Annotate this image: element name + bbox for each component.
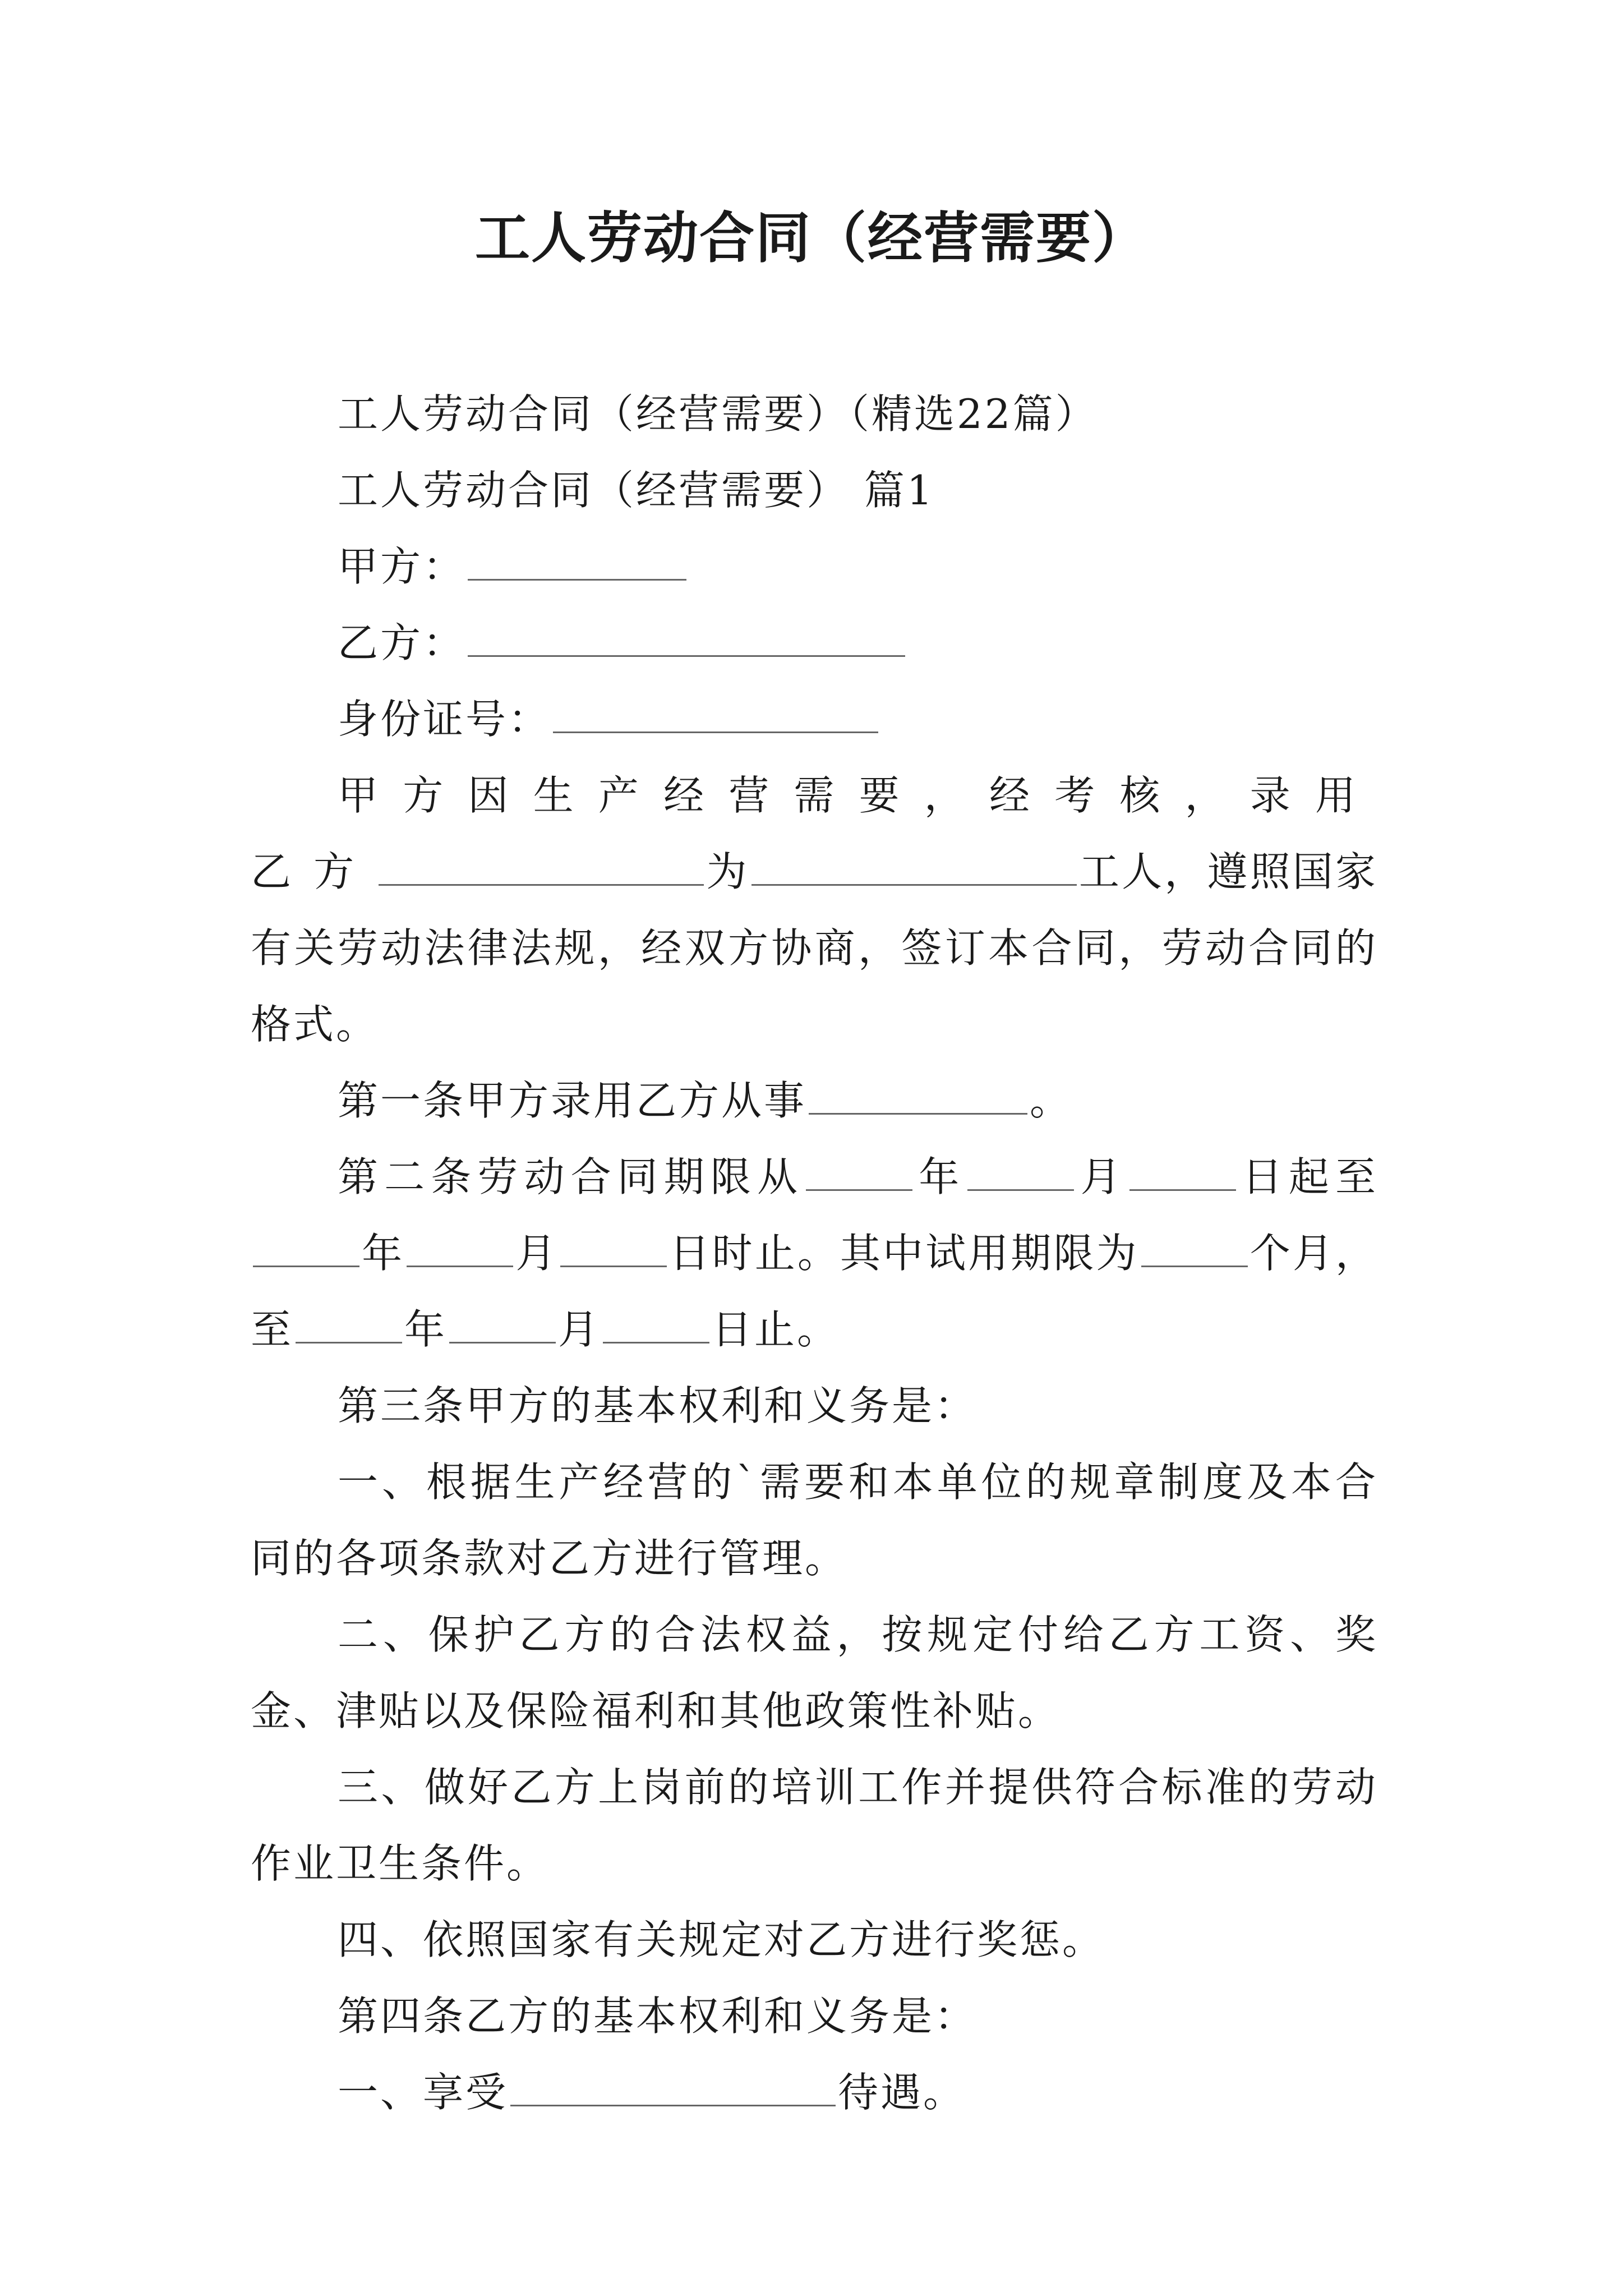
months-label: 个月，至 [251, 1230, 1378, 1353]
party-b-line [251, 605, 1378, 681]
article-4-item-1 [251, 2054, 1378, 2131]
article-3-item-4: 四、依照国家有关规定对乙方进行奖惩。 [338, 1916, 1105, 1963]
article-2 [251, 1139, 1378, 1368]
party-a-blank [468, 544, 686, 581]
id-number-label: 身份证号： [338, 696, 551, 743]
intro-blank-name [379, 849, 704, 886]
probation-day-blank [603, 1307, 709, 1343]
party-a-line [251, 528, 1378, 605]
subtitle: 工人劳动合同（经营需要）（精选22篇） [338, 390, 1098, 438]
intro-end: 工人，遵照国家有关劳动法律法规，经双方协商，签订本合同，劳动合同的格式。 [251, 848, 1378, 1048]
document-body [251, 376, 1378, 2131]
article-1-blank [809, 1078, 1027, 1115]
article-3-item-2: 二、保护乙方的合法权益，按规定付给乙方工资、奖金、津贴以及保险福利和其他政策性补贴。 [251, 1611, 1378, 1734]
end-month-blank [407, 1231, 513, 1267]
id-number-line [251, 681, 1378, 757]
document-title: 工人劳动合同（经营需要） [474, 206, 1148, 270]
party-b-label: 乙方： [338, 619, 466, 666]
intro-blank-role [751, 849, 1077, 886]
article-1 [251, 1062, 1378, 1139]
article-4: 第四条乙方的基本权利和义务是： [338, 1993, 978, 2040]
start-day-blank [1129, 1154, 1236, 1191]
party-b-blank [468, 620, 905, 657]
article-1-end: 。 [1030, 1077, 1073, 1124]
intro-spread: 甲方因生产经营需要，经考核，录用乙方 [251, 772, 1378, 895]
article-4-item-1-start: 一、享受 [338, 2069, 509, 2116]
probation-month-blank [449, 1307, 556, 1343]
day-end-label: 日止。 [712, 1306, 840, 1353]
intro-mid: 为 [706, 848, 749, 895]
year-label: 年 [404, 1306, 448, 1353]
end-day-blank [560, 1231, 667, 1267]
article-1-start: 第一条甲方录用乙方从事 [338, 1077, 807, 1124]
party-a-label: 甲方： [338, 543, 466, 590]
id-number-blank [553, 697, 878, 733]
article-2-start: 第二条劳动合同期限从 [338, 1153, 804, 1200]
intro-paragraph [251, 757, 1378, 1062]
start-year-blank [806, 1154, 912, 1191]
article-3: 第三条甲方的基本权利和义务是： [338, 1382, 978, 1429]
month-label: 月 [558, 1306, 601, 1353]
article-3-item-3: 三、做好乙方上岗前的培训工作并提供符合标准的劳动作业卫生条件。 [251, 1764, 1378, 1887]
probation-months-blank [1141, 1231, 1248, 1267]
day-until-label: 日时止。其中试用期限为 [669, 1230, 1139, 1277]
day-from-label: 日起至 [1238, 1153, 1378, 1200]
end-year-blank [253, 1231, 359, 1267]
article-3-item-1: 一、根据生产经营的`需要和本单位的规章制度及本合同的各项条款对乙方进行管理。 [251, 1458, 1378, 1582]
month-label: 月 [515, 1230, 559, 1277]
section-heading: 工人劳动合同（经营需要） 篇1 [338, 467, 935, 514]
start-month-blank [967, 1154, 1074, 1191]
article-4-item-1-end: 待遇。 [838, 2069, 966, 2116]
month-label: 月 [1076, 1153, 1127, 1200]
year-label: 年 [362, 1230, 405, 1277]
benefits-blank [510, 2070, 836, 2106]
probation-year-blank [296, 1307, 402, 1343]
year-label: 年 [915, 1153, 966, 1200]
